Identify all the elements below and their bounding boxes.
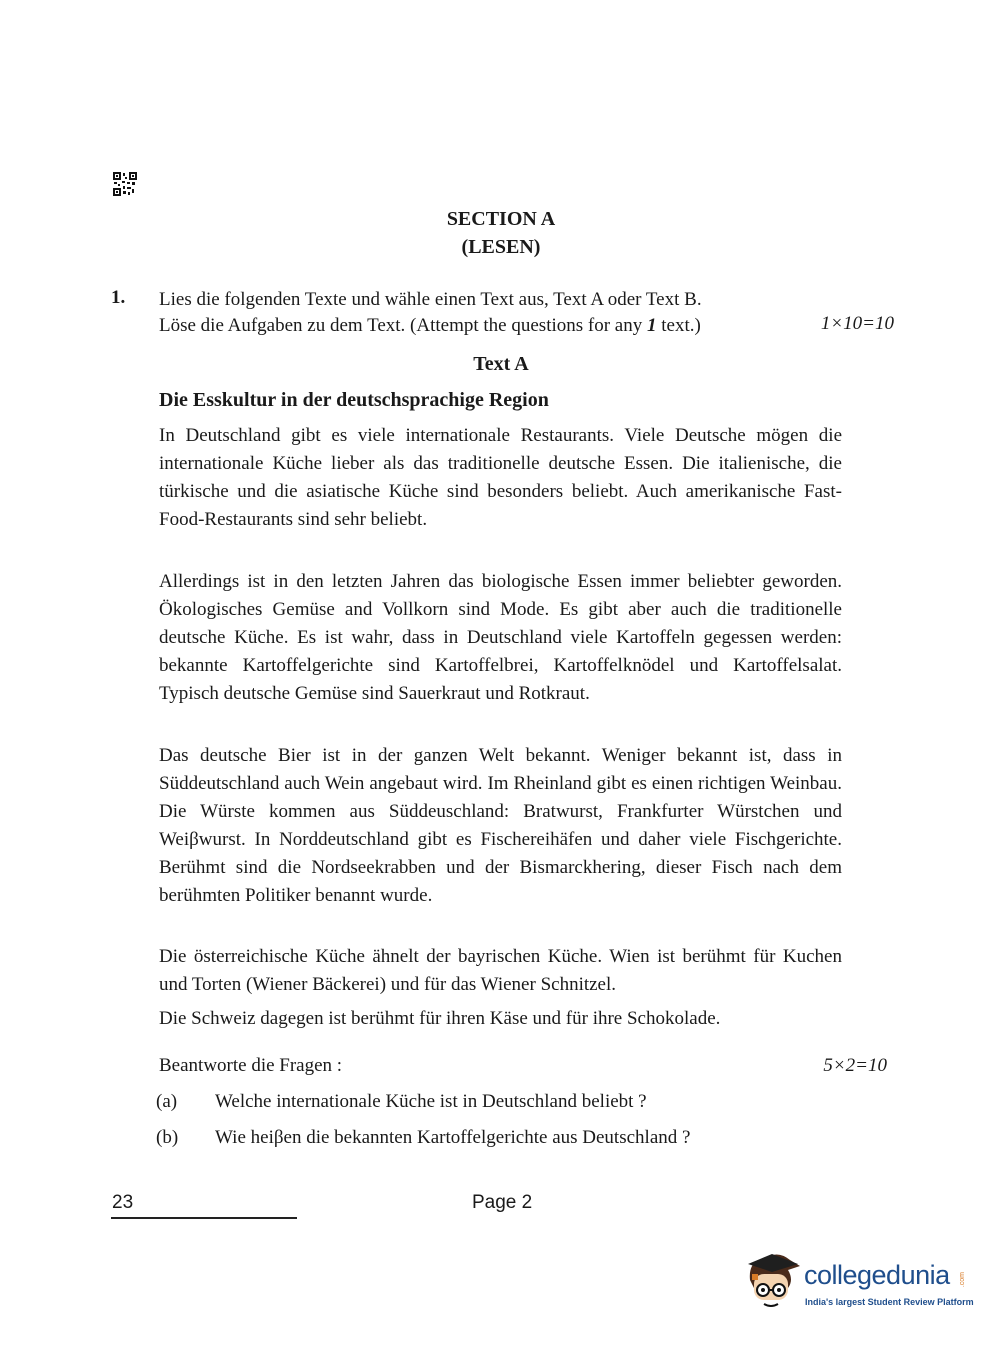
section-title: SECTION A: [446, 208, 556, 230]
sub-question-label: (b): [156, 1127, 179, 1148]
answer-prompt: Beantworte die Fragen :: [159, 1055, 343, 1076]
text-a-heading: Text A: [473, 353, 529, 375]
page-number: Page 2: [472, 1192, 533, 1213]
sub-question-text: Wie heiβen die bekannten Kartoffelgerichte aus Deutschland ?: [215, 1127, 691, 1148]
paragraph: Allerdings ist in den letzten Jahren das biologische Essen immer beliebter geworden. Ökologisches Gemüse and Vollkorn sind Mode. Es gibt aber auch die traditionelle deutsche Küche. Es ist wahr, dass in Deutschland viele Kartoffeln gegessen werden: bekannte Kartoffelgerichte sind Kartoffelbrei, Kartoffelknödel und Kartoffelsalat. Typisch deutsche Gemüse sind Sauerkraut und Rotkraut.: [159, 571, 842, 704]
section-subtitle: (LESEN): [461, 236, 541, 258]
qr-code-icon: [113, 172, 137, 196]
logo-wordmark: collegedunia: [804, 1260, 950, 1290]
mascot-logo-icon: [744, 1250, 802, 1312]
answer-marks: 5×2=10: [823, 1055, 887, 1076]
paragraph: Das deutsche Bier ist in der ganzen Welt bekannt. Weniger bekannt ist, dass in Süddeutschland auch Wein angebaut wird. Im Rheinland gibt es einen richtigen Weinbau. Die Würste kommen aus Süddeuschland: Bratwurst, Frankfurter Würstchen und Weiβwurst. In Norddeutschland gibt es Fischereihäfen und daher viele Fischgerichte. Berühmt sind die Nordseekrabben und der Bismarckhering, dieser Fisch nach dem berühmten Politiker benannt wurde.: [159, 745, 842, 906]
paragraph: Die Schweiz dagegen ist berühmt für ihren Käse und für ihre Schokolade.: [159, 1008, 721, 1029]
question-number: 1.: [111, 287, 126, 308]
logo-dotcom: .com: [959, 1272, 966, 1288]
question-instructions: [159, 287, 894, 339]
sub-question-text: Welche internationale Küche ist in Deutschland beliebt ?: [215, 1091, 647, 1112]
question-marks: 1×10=10: [820, 313, 894, 334]
paragraph: Die österreichische Küche ähnelt der bayrischen Küche. Wien ist berühmt für Kuchen und Torten (Wiener Bäckerei) und für das Wiener Schnitzel.: [159, 946, 842, 995]
article-title: Die Esskultur in der deutschsprachige Region: [159, 389, 549, 411]
footer-code: 23: [112, 1192, 134, 1213]
question-line-1: Lies die folgenden Texte und wähle einen Text aus, Text A oder Text B.: [159, 289, 702, 310]
logo-tagline: India's largest Student Review Platform: [805, 1297, 974, 1307]
sub-question-b: [156, 1127, 690, 1149]
sub-question-label: (a): [156, 1091, 178, 1112]
paragraph: In Deutschland gibt es viele internationale Restaurants. Viele Deutsche mögen die internationale Küche lieber als das traditionelle deutsche Essen. Die italienische, die türkische und die asiatische Küche sind besonders beliebt. Auch amerikanische Fast-Food-Restaurants sind sehr beliebt.: [159, 425, 842, 530]
sub-question-a: [156, 1091, 647, 1113]
footer-divider: [111, 1217, 297, 1219]
question-line-2: Löse die Aufgaben zu dem Text. (Attempt the questions for any 1 text.): [159, 315, 701, 336]
